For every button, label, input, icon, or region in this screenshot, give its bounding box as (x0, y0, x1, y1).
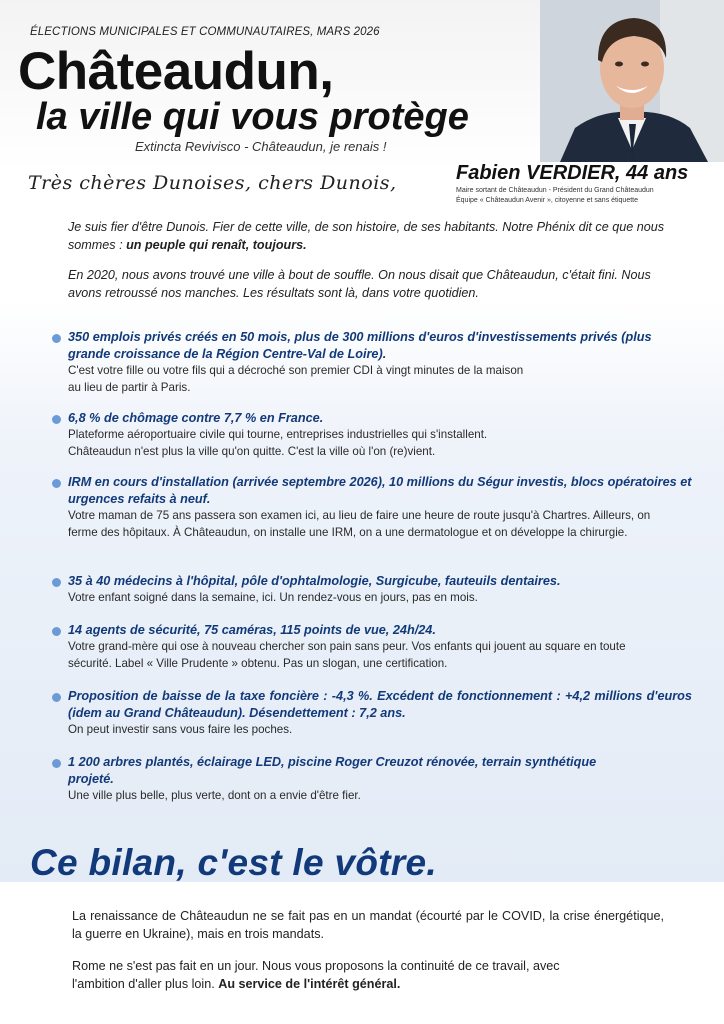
candidate-role (456, 186, 696, 205)
bullet-icon (52, 479, 61, 488)
election-label: ÉLECTIONS MUNICIPALES ET COMMUNAUTAIRES, MARS 2026 (30, 26, 380, 38)
outro-paragraph-2 (72, 958, 592, 993)
greeting: Très chères Dunoises, chers Dunois, (28, 172, 397, 194)
bullet-icon (52, 415, 61, 424)
list-item (52, 410, 692, 460)
item-title: IRM en cours d'installation (arrivée septembre 2026), 10 millions du Ségur investis, blocs opératoires et urgences refaits à neuf. (68, 475, 692, 506)
portrait-illustration (540, 0, 724, 162)
candidate-role-line1: Maire sortant de Châteaudun - Président du Grand Châteaudun (456, 187, 654, 194)
item-title: 350 emplois privés créés en 50 mois, plus de 300 millions d'euros d'investissements privés (plus grande croissance de la Région Centre-Val de Loire). (68, 330, 652, 361)
candidate-role-line2: Équipe « Châteaudun Avenir », citoyenne et sans étiquette (456, 196, 639, 204)
item-body: Votre enfant soigné dans la semaine, ici. Un rendez-vous en jours, pas en mois. (68, 591, 478, 604)
outro-paragraph-1: La renaissance de Châteaudun ne se fait pas en un mandat (écourté par le COVID, la crise énergétique, la guerre en Ukraine), mais en trois mandats. (72, 909, 664, 941)
list-item (52, 622, 692, 672)
outro-text: Rome ne s'est pas fait en un jour. Nous vous proposons la continuité de ce travail, avec l'ambition d'aller plus loin. (72, 959, 560, 991)
list-item (52, 688, 692, 739)
candidate-photo (540, 0, 724, 162)
item-title: 14 agents de sécurité, 75 caméras, 115 points de vue, 24h/24. (68, 623, 436, 637)
item-body: On peut investir sans vous faire les poches. (68, 723, 293, 736)
bullet-icon (52, 578, 61, 587)
bullet-icon (52, 759, 61, 768)
intro-paragraph-2: En 2020, nous avons trouvé une ville à bout de souffle. On nous disait que Châteaudun, c'était fini. Nous avons retroussé nos manches. Les résultats sont là, dans votre quotidien. (68, 268, 651, 300)
list-item (52, 329, 692, 396)
item-title: Proposition de baisse de la taxe foncière : -4,3 %. Excédent de fonctionnement : +4,2 millions d'euros (idem au Grand Châteaudun). Désendettement : 7,2 ans. (68, 689, 692, 720)
item-title: 1 200 arbres plantés, éclairage LED, piscine Roger Creuzot rénovée, terrain synthétique projeté. (68, 755, 597, 786)
outro-emphasis: Au service de l'intérêt général. (218, 976, 401, 991)
bullet-icon (52, 334, 61, 343)
item-body: Votre grand-mère qui ose à nouveau chercher son pain sans peur. Vos enfants qui jouent au square en toute sécurité. Label « Ville Prudente » obtenu. Pas un slogan, une certification. (68, 640, 626, 670)
page-title: Châteaudun, (18, 42, 334, 101)
candidate-name: Fabien VERDIER, 44 ans (456, 162, 689, 184)
item-body: Une ville plus belle, plus verte, dont on a envie d'être fier. (68, 789, 361, 802)
item-title: 6,8 % de chômage contre 7,7 % en France. (68, 411, 324, 425)
intro-paragraph-1 (68, 218, 678, 254)
motto: Extincta Revivisco - Châteaudun, je renais ! (135, 139, 387, 154)
bilan-heading: Ce bilan, c'est le vôtre. (30, 842, 438, 883)
bullet-icon (52, 627, 61, 636)
page-subtitle: la ville qui vous protège (36, 96, 469, 138)
intro-emphasis: un peuple qui renaît, toujours. (126, 238, 307, 252)
item-body: Votre maman de 75 ans passera son examen ici, au lieu de faire une heure de route jusqu'à Chartres. Ailleurs, on ferme des hôpitaux. À Châteaudun, on installe une IRM, on a une dermatologue et on développe la chirurgie. (68, 509, 651, 539)
list-item (52, 754, 692, 805)
intro-text: Je suis fier d'être Dunois. Fier de cette ville, de son histoire, de ses habitants. Notre Phénix dit ce que nous sommes : (68, 220, 665, 252)
item-body: Plateforme aéroportuaire civile qui tourne, entreprises industrielles qui s'installent. Châteaudun n'est plus la ville qu'on quitte. C'est la ville où l'on (re)vient. (68, 428, 488, 458)
bullet-icon (52, 693, 61, 702)
list-item (52, 573, 692, 607)
item-title: 35 à 40 médecins à l'hôpital, pôle d'ophtalmologie, Surgicube, fauteuils dentaires. (68, 574, 561, 588)
list-item (52, 474, 692, 541)
item-body: C'est votre fille ou votre fils qui a décroché son premier CDI à vingt minutes de la maison au lieu de partir à Paris. (68, 364, 524, 394)
